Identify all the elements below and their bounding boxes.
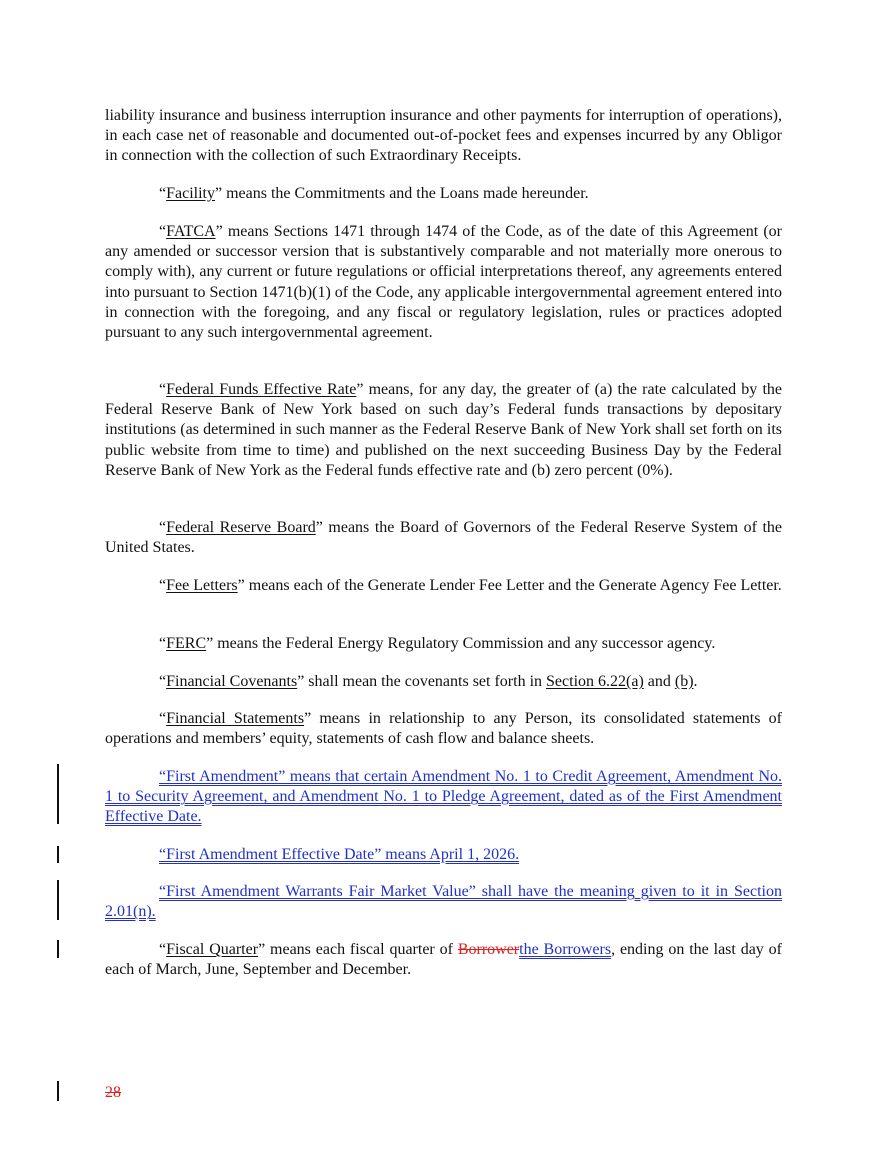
defined-term: Financial Statements (166, 710, 305, 727)
defined-term: Fee Letters (166, 577, 238, 594)
defined-term: Fiscal Quarter (166, 941, 259, 958)
inserted-text: “First Amendment” means that certain Amendment No. 1 to Credit Agreement, Amendment No. 1 to Security Agreement, and Amendment No. 1 to Pledge Agreement, dated as of the First Amendment Effective Date. (105, 768, 782, 826)
definition-financial-statements: “Financial Statements” means in relationship to any Person, its consolidated statements of operations and members’ equity, statements of cash flow and balance sheets. (105, 710, 782, 748)
definition-fatca: “FATCA” means Sections 1471 through 1474 of the Code, as of the date of this Agreement (or any amended or successor version that is substantively comparable and not materially more onerous to comply with), any current or future regulations or official interpretations thereof, any agreements entered into pursuant to Section 1471(b)(1) of the Code, any applicable intergovernmental agreement entered into in connection with the foregoing, and any fiscal or regulatory legislation, rules or practices adopted pursuant to any such intergovernmental agreement. (105, 223, 782, 342)
deleted-text: Borrower (457, 941, 520, 958)
defined-term: FATCA (166, 223, 216, 240)
definition-facility: “Facility” means the Commitments and the Loans made hereunder. (159, 185, 589, 202)
inserted-text: “First Amendment Effective Date” means April 1, 2026. (159, 846, 520, 863)
change-bar (57, 846, 59, 863)
definition-federal-reserve-board: “Federal Reserve Board” means the Board of Governors of the Federal Reserve System of the United States. (105, 519, 782, 557)
defined-term: Federal Reserve Board (166, 519, 316, 536)
definition-ferc: “FERC” means the Federal Energy Regulatory Commission and any successor agency. (159, 635, 716, 652)
change-bar (57, 1081, 59, 1101)
paragraph-extraordinary-receipts-continued: liability insurance and business interruption insurance and other payments for interruption of operations), in each case net of reasonable and documented out-of-pocket fees and expenses incurred by any Obligor in connection with the collection of such Extraordinary Receipts. (105, 107, 782, 165)
section-reference-link[interactable]: (b) (674, 673, 694, 690)
definition-first-amendment-inserted (105, 767, 782, 828)
definition-fiscal-quarter: “Fiscal Quarter” means each fiscal quarter of Borrowerthe Borrowers, ending on the last day of each of March, June, September and December. (105, 941, 783, 979)
defined-term: Federal Funds Effective Rate (166, 381, 357, 398)
change-bar (57, 940, 59, 958)
defined-term: FERC (166, 635, 207, 652)
inserted-text: “First Amendment Warrants Fair Market Value” shall have the meaning given to it in Section 2.01(n). (105, 883, 782, 921)
change-bar (57, 880, 59, 920)
definition-federal-funds-effective-rate: “Federal Funds Effective Rate” means, for any day, the greater of (a) the rate calculated by the Federal Reserve Bank of New York based on such day’s Federal funds transactions by depositary institutions (as determined in such manner as the Federal Reserve Bank of New York shall set forth on its public website from time to time) and published on the next succeeding Business Day by the Federal Reserve Bank of New York as the Federal funds effective rate and (b) zero percent (0%). (105, 381, 782, 479)
section-reference-link[interactable]: Section 6.22(a) (546, 673, 644, 690)
defined-term: Financial Covenants (166, 673, 298, 690)
definition-first-amendment-warrants-inserted (105, 882, 782, 922)
defined-term: Facility (166, 185, 215, 202)
definition-first-amendment-effective-date-inserted (105, 845, 782, 865)
change-bar (57, 764, 59, 824)
inserted-text: the Borrowers (519, 941, 612, 958)
page-number: 28 (105, 1084, 121, 1101)
definition-financial-covenants: “Financial Covenants” shall mean the covenants set forth in Section 6.22(a) and (b). (159, 673, 698, 690)
definition-fee-letters: “Fee Letters” means each of the Generate Lender Fee Letter and the Generate Agency Fee Letter. (159, 577, 782, 594)
